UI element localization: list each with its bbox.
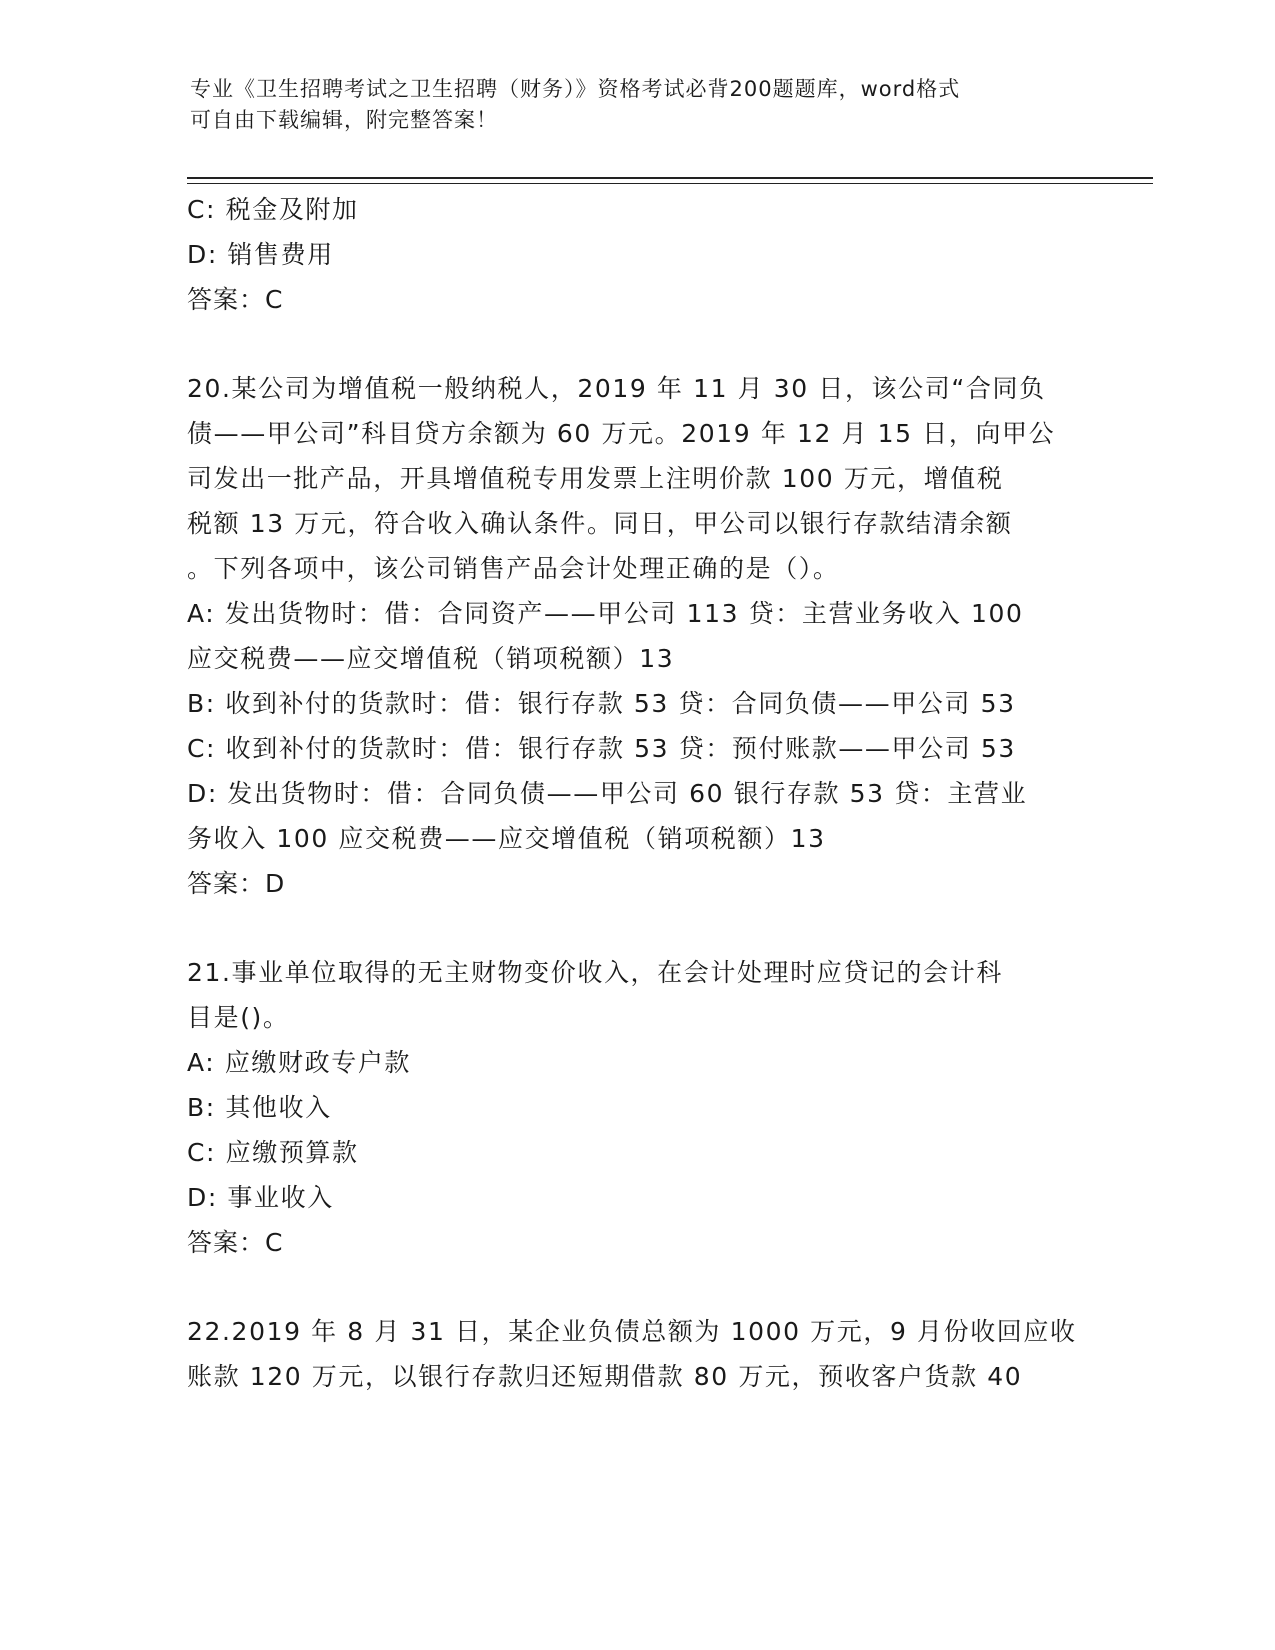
- question-19-tail: [187, 187, 1087, 322]
- option-a-continued: 应交税费——应交增值税（销项税额）13: [187, 644, 675, 673]
- option-d: D: 发出货物时：借：合同负债——甲公司 60 银行存款 53 贷：主营业: [187, 779, 1028, 808]
- header-line-2: 可自由下载编辑，附完整答案！: [190, 108, 498, 132]
- question-21: [187, 950, 1087, 1265]
- question-stem-line: 21.事业单位取得的无主财物变价收入，在会计处理时应贷记的会计科: [187, 958, 1003, 987]
- option-a: A: 应缴财政专户款: [187, 1048, 412, 1077]
- answer-text: 答案：C: [187, 285, 284, 314]
- question-20: [187, 366, 1087, 906]
- question-22: [187, 1309, 1087, 1399]
- option-a: A: 发出货物时：借：合同资产——甲公司 113 贷：主营业务收入 100: [187, 599, 1024, 628]
- header-divider-thick: [187, 177, 1153, 179]
- question-stem-line: 债——甲公司”科目贷方余额为 60 万元。2019 年 12 月 15 日，向甲公: [187, 419, 1056, 448]
- spacer: [187, 1265, 1087, 1309]
- option-d: D: 事业收入: [187, 1183, 334, 1212]
- answer-text: 答案：D: [187, 869, 286, 898]
- question-stem-line: 目是()。: [187, 1003, 290, 1032]
- question-stem-line: 。下列各项中，该公司销售产品会计处理正确的是（）。: [187, 554, 840, 583]
- header-divider-thin: [187, 183, 1153, 184]
- answer-text: 答案：C: [187, 1228, 284, 1257]
- option-c: C: 税金及附加: [187, 195, 359, 224]
- option-b: B: 收到补付的货款时：借：银行存款 53 贷：合同负债——甲公司 53: [187, 689, 1016, 718]
- question-stem-line: 22.2019 年 8 月 31 日，某企业负债总额为 1000 万元，9 月份收回应收: [187, 1317, 1077, 1346]
- question-stem-line: 账款 120 万元，以银行存款归还短期借款 80 万元，预收客户货款 40: [187, 1362, 1023, 1391]
- option-d-continued: 务收入 100 应交税费——应交增值税（销项税额）13: [187, 824, 826, 853]
- question-stem-line: 20.某公司为增值税一般纳税人，2019 年 11 月 30 日，该公司“合同负: [187, 374, 1046, 403]
- header-line-1: 专业《卫生招聘考试之卫生招聘（财务）》资格考试必背200题题库，word格式: [190, 77, 961, 101]
- question-stem-line: 税额 13 万元，符合收入确认条件。同日，甲公司以银行存款结清余额: [187, 509, 1013, 538]
- option-c: C: 收到补付的货款时：借：银行存款 53 贷：预付账款——甲公司 53: [187, 734, 1016, 763]
- spacer: [187, 906, 1087, 950]
- document-header: [190, 74, 1070, 136]
- question-list: [187, 187, 1087, 1399]
- option-c: C: 应缴预算款: [187, 1138, 359, 1167]
- option-d: D: 销售费用: [187, 240, 334, 269]
- spacer: [187, 322, 1087, 366]
- question-stem-line: 司发出一批产品，开具增值税专用发票上注明价款 100 万元，增值税: [187, 464, 1004, 493]
- option-b: B: 其他收入: [187, 1093, 332, 1122]
